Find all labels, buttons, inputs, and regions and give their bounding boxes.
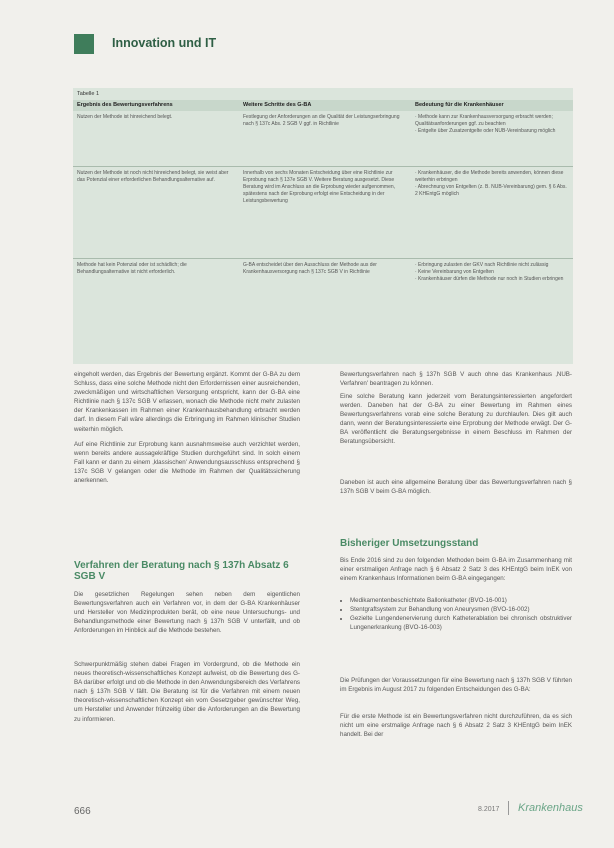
right-paragraph: Für die erste Methode ist ein Bewertungsverfahren nicht durchzuführen, da es sich nicht um eine erstmalige Anfrage nach § 6 Absatz 2 Satz 3 KHEntgG beim InEK handelt. Bei der <box>340 713 572 739</box>
table-header-cell: Weitere Schritte des G-BA <box>243 102 312 108</box>
list-item: • Stentgraftsystem zur Behandlung von Aneurysmen (BVO-16-002) <box>350 605 572 614</box>
table-header-cell: Ergebnis des Bewertungsverfahrens <box>77 102 173 108</box>
magazine-logo: Krankenhaus <box>518 802 583 814</box>
issue-label: 8.2017 <box>478 806 500 813</box>
list-item: • Gezielte Lungendenervierung durch Katheterablation bei chronisch obstruktiver Lungenerkrankung (BVO-16-003) <box>350 614 572 632</box>
right-paragraph: Die Prüfungen der Voraussetzungen für eine Bewertung nach § 137h SGB V führten im Ergebnis im August 2017 zu folgenden Entscheidungen des G-BA: <box>340 677 572 694</box>
table-cell: · Erbringung zulasten der GKV nach Richtlinie nicht zulässig · Keine Vereinbarung von Entgelten · Krankenhäuser dürfen die Methode nur noch in Studien erbringen <box>415 262 564 282</box>
page-number: 666 <box>74 806 91 817</box>
left-paragraph: Schwerpunktmäßig stehen dabei Fragen im Vordergrund, ob die Methode ein neues theoretisch-wissenschaftliches Konzept aufweist, ob die Bewertung des G-BA darüber erfolgt und ob die Methode in den Anwendungsbereich des Verfahrens nach § 137h SGB V fällt. Die Beratung ist für die Verfahren mit einem neuen theoretisch-wissenschaftlichen Konzept ein vom Gesetzgeber gewünschter Weg, um Hersteller und Anwender frühzeitig über die Anforderungen an die Bewertung zu informieren. <box>74 661 300 723</box>
section-heading: Bisheriger Umsetzungsstand <box>340 538 479 549</box>
table-label: Tabelle 1 <box>77 91 100 97</box>
left-paragraph: eingeholt werden, das Ergebnis der Bewertung ergänzt. Kommt der G-BA zu dem Schluss, dass eine solche Methode nicht den Erfordernissen einer ausreichenden, zweckmäßigen und wirtschaftlichen Versorgung entspricht, kann der G-BA eine Richtlinie nach § 137c SGB V erlassen, wonach die Methode nicht mehr zulasten der Krankenkassen im Rahmen einer Krankenhausbehandlung erbracht werden darf. In diesem Fall wäre allerdings die Erbringung im Rahmen klinischer Studien weiterhin möglich. <box>74 371 300 433</box>
right-paragraph: Eine solche Beratung kann jederzeit vom Beratungsinteressierten angefordert werden. Daneben hat der G-BA zu einer Bewertung im Rahmen eines Bewertungsverfahrens vorab eine solche Beratung zu durchlaufen. Dies gilt auch dann, wenn der Beratungsinteressierte eine Erprobung der Methode erwägt. Der G-BA veröffentlicht die Beratungsergebnisse in einem Beschluss im Rahmen der Beratungsübersicht. <box>340 393 572 446</box>
table-divider <box>73 258 573 259</box>
right-paragraph: Daneben ist auch eine allgemeine Beratung über das Bewertungsverfahren nach § 137h SGB V beim G-BA möglich. <box>340 479 572 496</box>
bullet-list <box>340 596 572 632</box>
list-item: • Medikamentenbeschichtete Ballonkatheter (BVO-16-001) <box>350 596 572 605</box>
table-header-row <box>73 100 573 111</box>
left-paragraph: Die gesetzlichen Regelungen sehen neben dem eigentlichen Bewertungsverfahren auch ein Verfahren vor, in dem der G-BA Krankenhäuser und Hersteller von Medizinprodukten berät, ob eine neue Untersuchungs- und Behandlungsmethode einer Bewertung nach § 137h SGB V unterfällt, und ob Anforderungen im Hinblick auf die Methode bestehen. <box>74 591 300 635</box>
table-cell: Nutzen der Methode ist hinreichend belegt. <box>77 114 173 120</box>
left-paragraph: Auf eine Richtlinie zur Erprobung kann ausnahmsweise auch verzichtet werden, wenn bereits andere aussagekräftige Studien durchgeführt sind. In solch einem Fall kann er dann zu einem ‚klassischen' Anwendungsausschluss entsprechend § 137c SGB V gelangen oder die Methode im Rahmen der Qualitätssicherung anerkennen. <box>74 441 300 485</box>
section-marker <box>74 34 94 54</box>
right-paragraph: Bis Ende 2016 sind zu den folgenden Methoden beim G-BA im Zusammenhang mit einer erstmaligen Anfrage nach § 6 Absatz 2 Satz 3 des KHEntgG beim InEK von einem Krankenhaus Informationen beim G-BA eingegangen: <box>340 557 572 583</box>
right-paragraph: Bewertungsverfahren nach § 137h SGB V auch ohne das Krankenhaus ‚NUB-Verfahren' beantragen zu können. <box>340 371 572 388</box>
info-table <box>73 88 573 364</box>
table-cell: Methode hat kein Potenzial oder ist schädlich; die Behandlungsalternative ist nicht erforderlich. <box>77 262 187 275</box>
table-divider <box>73 166 573 167</box>
table-cell: · Krankenhäuser, die die Methode bereits anwenden, können diese weiterhin erbringen · Abrechnung von Entgelten (z. B. NUB-Vereinbarung) gem. § 6 Abs. 2 KHEntgG möglich <box>415 170 567 197</box>
table-cell: Innerhalb von sechs Monaten Entscheidung über eine Richtlinie zur Erprobung nach § 137e SGB V. Weitere Beratung ausgesetzt. Diese Beratung wird im Anschluss an die Erprobung wieder aufgenommen, spätestens nach der Erprobung erfolgt eine Entscheidung in der Leistungsbewertung <box>243 170 396 204</box>
table-header-cell: Bedeutung für die Krankenhäuser <box>415 102 504 108</box>
footer-separator <box>508 801 509 815</box>
table-cell: Festlegung der Anforderungen an die Qualität der Leistungserbringung nach § 137c Abs. 2 SGB V ggf. in Richtlinie <box>243 114 400 127</box>
table-cell: G-BA entscheidet über den Ausschluss der Methode aus der Krankenhausversorgung nach § 137c SGB V in Richtlinie <box>243 262 377 275</box>
section-heading: Verfahren der Beratung nach § 137h Absatz 6 SGB V <box>74 560 289 582</box>
section-title: Innovation und IT <box>112 36 217 50</box>
table-cell: · Methode kann zur Krankenhausversorgung erbracht werden; Qualitätsanforderungen ggf. zu beachten · Entgelte über Zusatzentgelte oder NUB-Vereinbarung möglich <box>415 114 556 134</box>
table-cell: Nutzen der Methode ist noch nicht hinreichend belegt, sie weist aber das Potenzial einer erforderlichen Behandlungsalternative auf. <box>77 170 229 183</box>
